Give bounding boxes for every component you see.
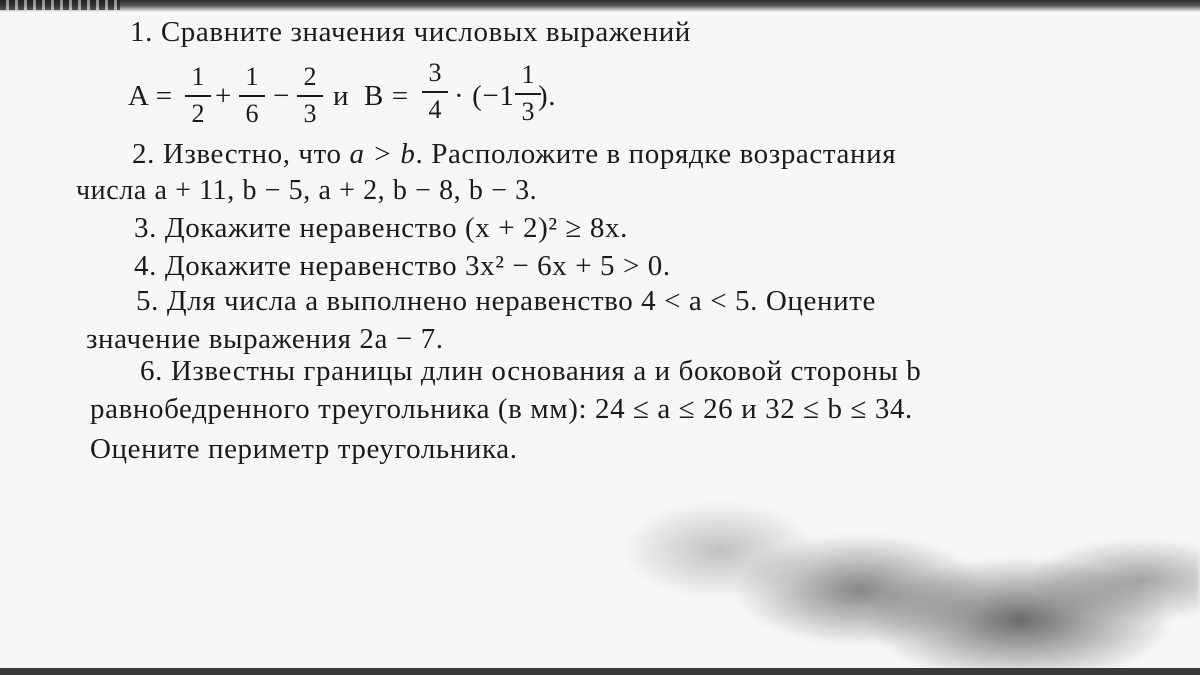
plus-sign xyxy=(215,80,232,113)
problem-1-title xyxy=(130,16,691,49)
problem-4-text: Докажите неравенство 3x² − 6x + 5 > 0. xyxy=(164,250,671,282)
minus-sign xyxy=(273,80,290,113)
connector-and xyxy=(333,80,349,113)
mixed-open-text: · (−1 xyxy=(454,80,515,112)
problem-6-line-2 xyxy=(90,393,913,426)
fraction-denominator: 4 xyxy=(428,94,442,124)
problem-4 xyxy=(134,250,671,283)
problem-1-b-prefix xyxy=(364,80,409,113)
problem-1-number: 1. xyxy=(130,16,153,48)
a-prefix-text: A = xyxy=(128,80,173,112)
problem-4-number: 4. xyxy=(134,250,157,282)
problem-6-text-b: равнобедренного треугольника (в мм): 24 ≤ a ≤ 26 и 32 ≤ b ≤ 34. xyxy=(90,393,913,425)
problem-3-number: 3. xyxy=(134,212,157,244)
problem-5-text-b: значение выражения 2a − 7. xyxy=(86,323,444,355)
problem-6-text-a: Известны границы длин основания a и боковой стороны b xyxy=(170,355,922,387)
problem-2-line-1 xyxy=(132,138,896,171)
scan-top-edge xyxy=(0,0,1200,12)
problem-2-condition: a > b xyxy=(349,138,416,170)
fraction-bar xyxy=(185,95,211,97)
fraction-denominator: 3 xyxy=(303,98,317,128)
problem-2-number: 2. xyxy=(132,138,155,170)
fraction-3-4 xyxy=(420,60,450,123)
fraction-numerator: 1 xyxy=(521,60,535,89)
plus-text: + xyxy=(215,80,232,112)
fraction-numerator: 2 xyxy=(303,62,317,91)
problem-5-line-2 xyxy=(86,323,444,356)
problem-6-line-1 xyxy=(140,355,921,388)
mixed-close-text: ). xyxy=(538,80,557,112)
problem-5-line-1 xyxy=(136,285,876,318)
mixed-number-open xyxy=(454,80,514,113)
problem-6-number: 6. xyxy=(140,355,163,387)
fraction-denominator: 2 xyxy=(191,98,205,128)
mixed-number-close xyxy=(538,80,556,113)
problem-2-text-b: . Расположите в порядке возрастания xyxy=(415,138,897,170)
fraction-numerator: 1 xyxy=(245,62,259,91)
problem-6-line-3 xyxy=(90,433,518,466)
fraction-1-6 xyxy=(237,64,267,127)
scan-smudge xyxy=(600,470,1200,670)
b-prefix-text: B = xyxy=(364,80,409,112)
problem-5-number: 5. xyxy=(136,285,159,317)
problem-3-text: Докажите неравенство (x + 2)² ≥ 8x. xyxy=(164,212,628,244)
fraction-1-2 xyxy=(183,64,213,127)
problem-5-text-a: Для числа a выполнено неравенство 4 < a < 5. Оцените xyxy=(166,285,876,317)
problem-1-a-prefix xyxy=(128,80,173,113)
fraction-bar xyxy=(239,95,265,97)
fraction-denominator: 3 xyxy=(521,96,535,126)
scan-top-edge-noise xyxy=(0,0,120,10)
fraction-2-3 xyxy=(295,64,325,127)
problem-1-text: Сравните значения числовых выражений xyxy=(160,16,691,48)
fraction-bar xyxy=(297,95,323,97)
problem-2-numbers: числа a + 11, b − 5, a + 2, b − 8, b − 3. xyxy=(76,175,538,206)
fraction-bar xyxy=(422,91,448,93)
problem-6-text-c: Оцените периметр треугольника. xyxy=(90,433,518,465)
minus-text: − xyxy=(273,80,290,112)
problem-2-line-2 xyxy=(76,175,537,207)
fraction-denominator: 6 xyxy=(245,98,259,128)
fraction-numerator: 3 xyxy=(428,58,442,87)
problem-3 xyxy=(134,212,628,245)
problem-2-text-a: Известно, что xyxy=(162,138,342,170)
connector-text: и xyxy=(333,80,350,112)
fraction-numerator: 1 xyxy=(191,62,205,91)
scan-bottom-edge xyxy=(0,668,1200,675)
